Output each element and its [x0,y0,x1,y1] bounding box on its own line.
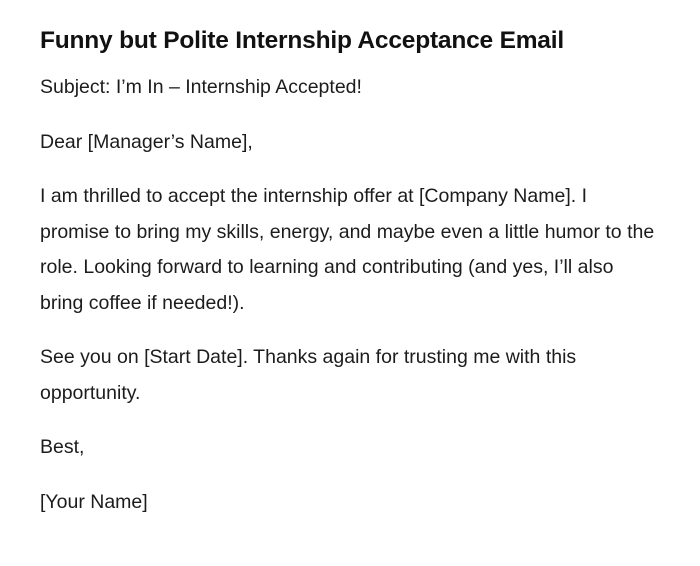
email-body-paragraph-1: I am thrilled to accept the internship offer at [Company Name]. I promise to bring my skills, energy, and maybe even a little humor to the role. Looking forward to learning and contributing (and yes, I’ll also bring coffee if needed!). [40,185,655,314]
page-title: Funny but Polite Internship Acceptance Email [40,27,564,54]
email-greeting: Dear [Manager’s Name], [40,130,253,153]
email-subject: Subject: I’m In – Internship Accepted! [40,76,362,98]
email-signature: [Your Name] [40,490,148,513]
email-body-paragraph-2: See you on [Start Date]. Thanks again for trusting me with this opportunity. [40,346,577,404]
email-closing: Best, [40,436,85,458]
email-template [40,24,660,539]
